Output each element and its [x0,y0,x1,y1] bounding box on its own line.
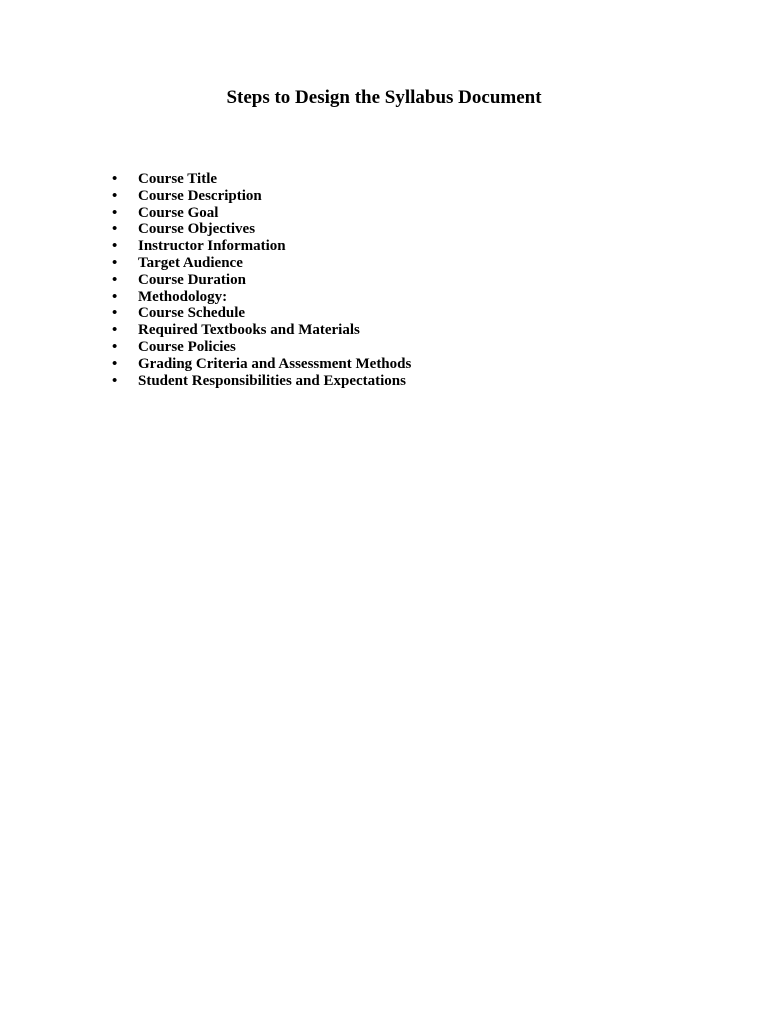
step-label: Required Textbooks and Materials [138,322,360,339]
bullet-icon: • [112,338,118,355]
step-label: Methodology: [138,288,228,305]
step-label: Target Audience [138,254,243,271]
bullet-icon: • [112,305,118,322]
step-label: Course Duration [138,271,246,288]
bullet-icon: • [112,254,118,271]
step-label: Instructor Information [138,238,286,255]
bullet-icon: • [112,372,118,389]
document-title: Steps to Design the Syllabus Document [226,87,542,108]
step-label: Student Responsibilities and Expectations [138,372,406,389]
bullet-icon: • [112,288,118,305]
step-label: Course Objectives [138,221,256,238]
step-label: Course Title [138,171,218,187]
bullet-icon: • [112,204,118,221]
bullet-icon: • [112,221,118,238]
step-label: Course Goal [138,204,219,221]
bullet-icon: • [112,187,118,204]
step-label: Course Policies [138,338,236,355]
step-label: Course Schedule [138,305,246,322]
bullet-icon: • [112,238,118,255]
bullet-icon: • [112,271,118,288]
step-label: Course Description [138,187,262,204]
bullet-icon: • [112,171,118,187]
bullet-icon: • [112,322,118,339]
step-label: Grading Criteria and Assessment Methods [138,355,412,372]
bullet-icon: • [112,355,118,372]
